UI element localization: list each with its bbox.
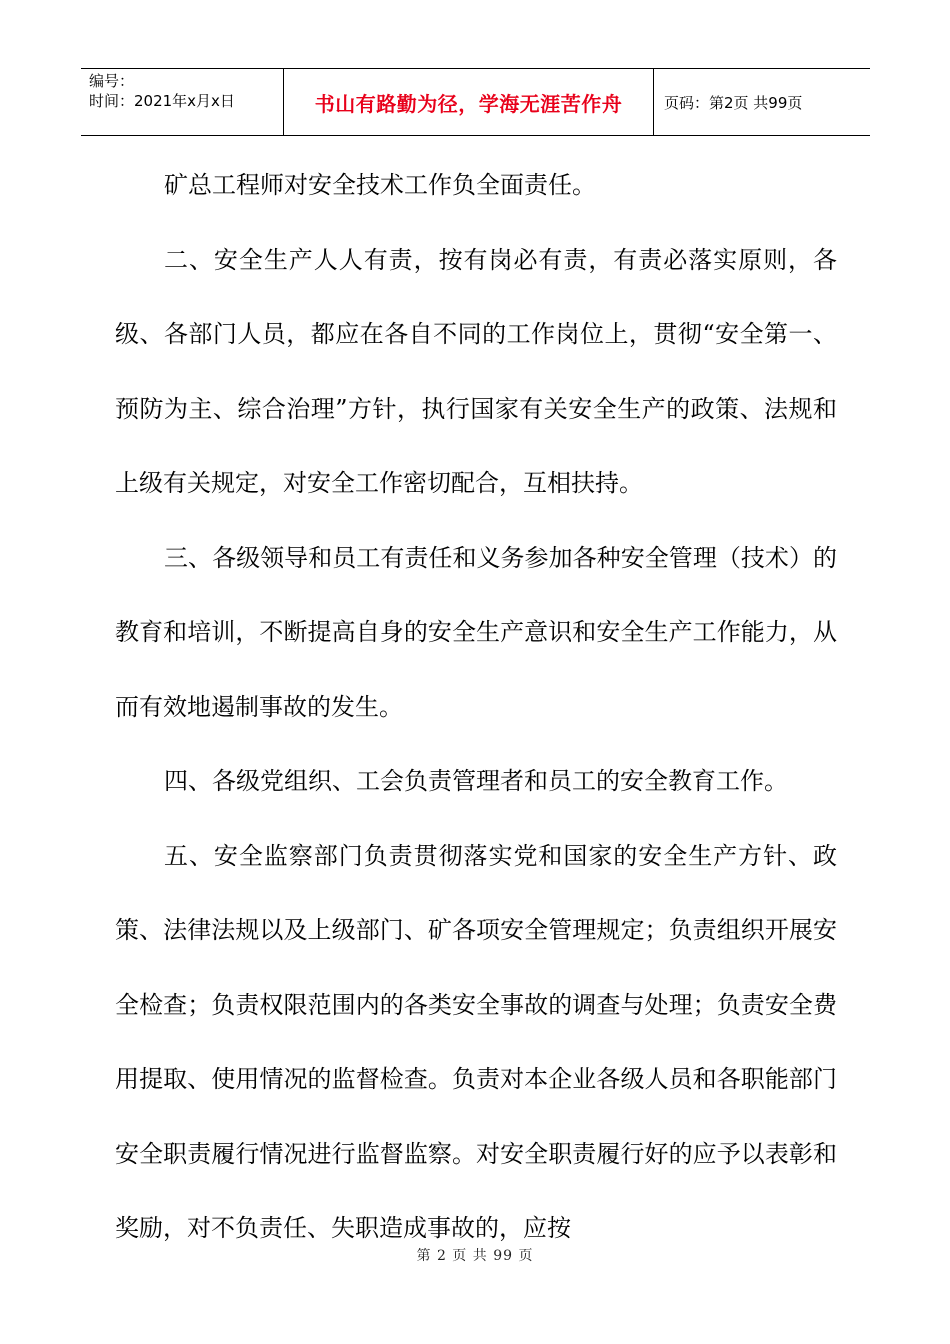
paragraph: 三、各级领导和员工有责任和义务参加各种安全管理（技术）的教育和培训，不断提高自身的安全生产意识和安全生产工作能力，从而有效地遏制事故的发生。 (115, 543, 837, 721)
paragraph: 二、安全生产人人有责，按有岗必有责，有责必落实原则，各级、各部门人员，都应在各自不同的工作岗位上，贯彻“安全第一、预防为主、综合治理”方针，执行国家有关安全生产的政策、法规和上级有关规定，对安全工作密切配合，互相扶持。 (115, 245, 837, 497)
header-meta (81, 69, 283, 135)
header-table (81, 68, 870, 136)
paragraph: 矿总工程师对安全技术工作负全面责任。 (164, 171, 596, 199)
header-page-info: 页码：第2页 共99页 (664, 93, 803, 112)
document-number-label: 编号： (89, 72, 135, 90)
header-motto: 书山有路勤为径，学海无涯苦作舟 (283, 69, 654, 135)
paragraph: 四、各级党组织、工会负责管理者和员工的安全教育工作。 (164, 767, 788, 795)
document-body (115, 148, 837, 1266)
paragraph: 五、安全监察部门负责贯彻落实党和国家的安全生产方针、政策、法律法规以及上级部门、矿各项安全管理规定；负责组织开展安全检查；负责权限范围内的各类安全事故的调查与处理；负责安全费用提取、使用情况的监督检查。负责对本企业各级人员和各职能部门安全职责履行情况进行监督监察。对安全职责履行好的应予以表彰和奖励，对不负责任、失职造成事故的，应按 (115, 841, 837, 1242)
document-time-label: 时间：2021年x月x日 (89, 92, 235, 110)
page-footer: 第 2 页 共 99 页 (416, 1248, 534, 1264)
